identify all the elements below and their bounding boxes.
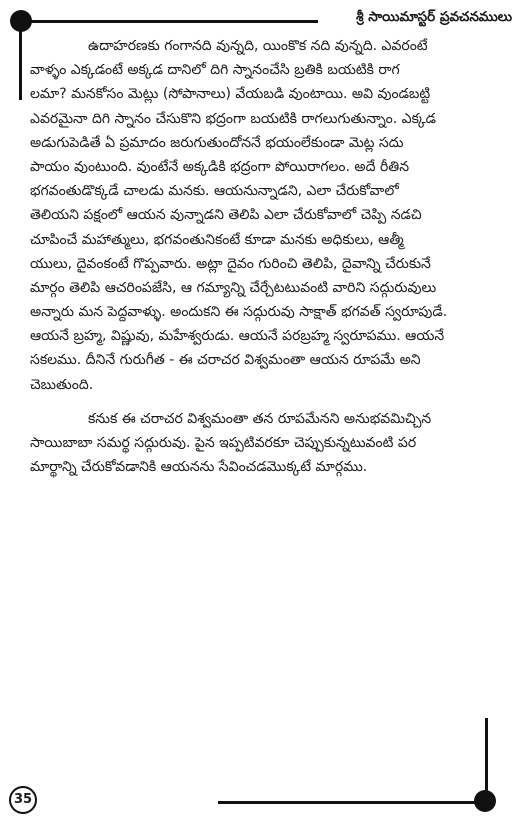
footer-rule bbox=[218, 801, 486, 804]
header-vertical-rule bbox=[19, 28, 22, 100]
body-text bbox=[30, 34, 502, 479]
text-line: సకలము. దీనినే గురుగీత - ఈ చరాచర విశ్వమంతా ఆయన రూపమే అని bbox=[30, 352, 421, 369]
text-line: కనుక ఈ చరాచర విశ్వమంతా తన రూపమేనని అనుభవమిచ్చిన bbox=[88, 410, 432, 427]
text-line: మార్గం తెలిపి ఆచరింపజేసి, ఆ గమ్యాన్ని చేర్చేటటువంటి వారిని సద్గురువులు bbox=[30, 279, 437, 296]
paragraph-2 bbox=[30, 407, 502, 480]
page-number: 35 bbox=[9, 786, 37, 814]
text-line: ఆయనే బ్రహ్మ, విష్ణువు, మహేశ్వరుడు. ఆయనే పరబ్రహ్మ స్వరూపము. ఆయనే bbox=[30, 328, 445, 345]
text-line: లమా? మనకోసం మెట్లు (సోపానాలు) వేయబడి వుంటాయి. అవి వుండబట్టి bbox=[30, 86, 431, 103]
text-line: వాళ్ళం ఎక్కడంటే అక్కడ దానిలో దిగి స్నానంచేసి బ్రతికి బయటికి రాగ bbox=[30, 62, 400, 79]
footer-vertical-rule bbox=[485, 718, 488, 796]
header-rule bbox=[26, 20, 318, 23]
text-line: ఎవరమైనా దిగి స్నానం చేసుకొని భద్రంగా బయటికి రాగలుగుతున్నాం. ఎక్కడ bbox=[30, 110, 437, 127]
text-line: ఉదాహరణకు గంగానది వున్నది, యింకొక నది వున్నది. ఎవరంటే bbox=[88, 38, 428, 54]
text-line: పాయం వుంటుంది. వుంటేనే అక్కడికి భద్రంగా పోయిరాగలం. అదే రీతిన bbox=[30, 158, 410, 175]
text-line: భగవంతుడొక్కడే చాలడు మనకు. ఆయనున్నాడని, ఎలా చేరుకోవాలో bbox=[30, 183, 399, 200]
text-line: అన్నారు మన పెద్దవాళ్ళు. అందుకని ఈ సద్గురువు సాక్షాత్ భగవత్ స్వరూపుడే. bbox=[30, 304, 448, 321]
text-line: చెబుతుంది. bbox=[30, 376, 94, 393]
footer-ornament-dot bbox=[474, 790, 496, 812]
text-line: తెలియని పక్షంలో ఆయన వున్నాడని తెలిపి ఎలా చేరుకోవాలో చెప్పి నడచి bbox=[30, 207, 422, 224]
paragraph-1 bbox=[30, 34, 502, 397]
paragraph-spacer bbox=[30, 397, 502, 407]
text-line: యులు, దైవంకంటే గొప్పవారు. అట్లా దైవం గురించి తెలిపి, దైవాన్ని చేరుకునే bbox=[30, 255, 431, 272]
text-line: సాయిబాబా సమర్థ సద్గురువు. పైన ఇప్పటివరకూ చెప్పుకున్నటువంటి పర bbox=[30, 435, 417, 451]
text-line: అడుగుపెడితే ఏ ప్రమాదం జరుగుతుందోననే భయంలేకుండా మెట్ల సదు bbox=[30, 134, 404, 151]
text-line: చూపించే మహాత్ములు, భగవంతునికంటే కూడా మనకు అధికులు, ఆత్మీ bbox=[30, 231, 404, 248]
text-line: మార్థాన్ని చేరుకోవడానికి ఆయనను సేవించడమొక్కటే మార్గము. bbox=[30, 459, 368, 476]
running-title: శ్రీ సాయిమాస్టర్ ప్రవచనములు bbox=[356, 9, 512, 25]
